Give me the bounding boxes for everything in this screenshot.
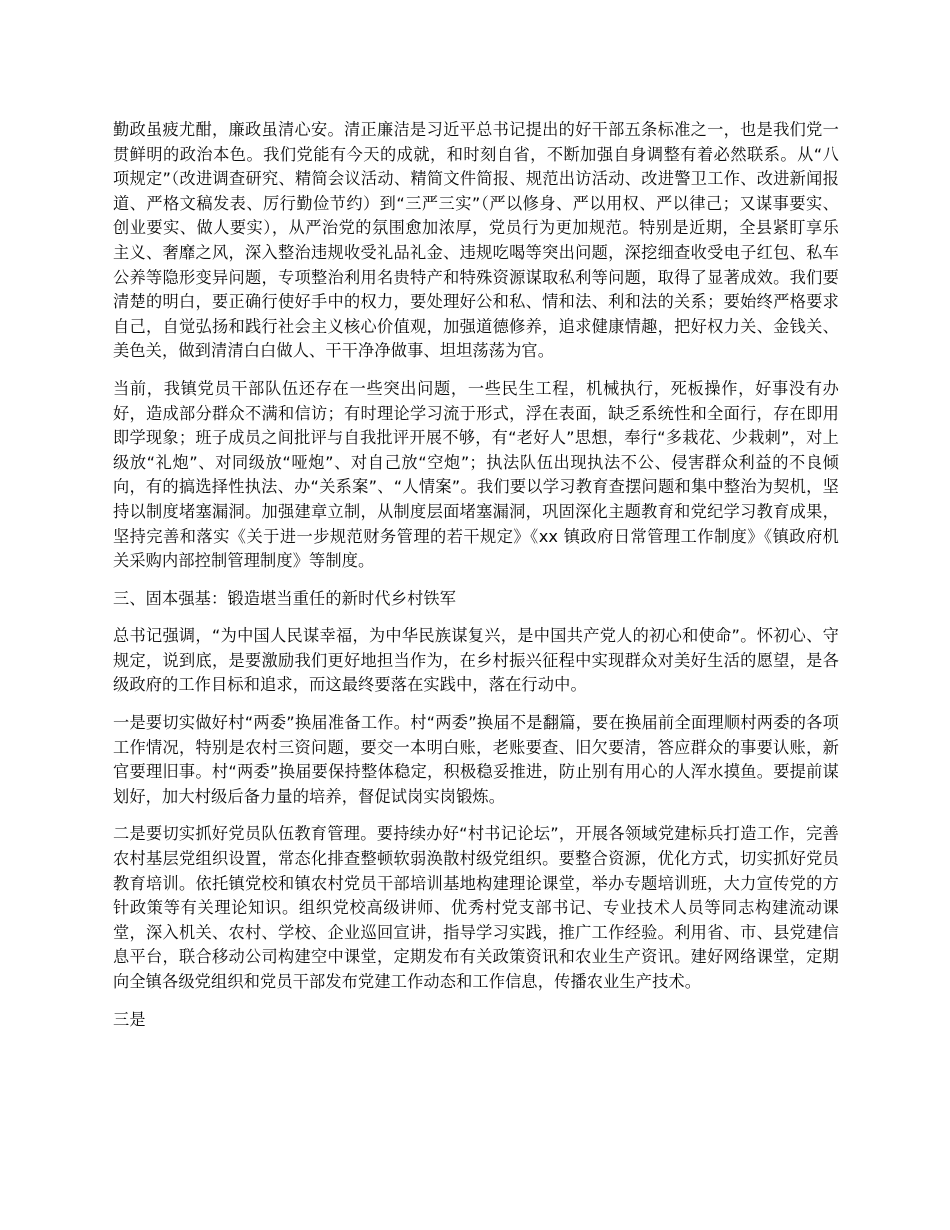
paragraph-general-secretary-quote: 总书记强调，“为中国人民谋幸福，为中华民族谋复兴，是中国共产党人的初心和使命”。怀初心、守规定，说到底，是要激励我们更好地担当作为，在乡村振兴征程中实现群众对美好生活的愿望，是各级政府的工作目标和追求，而这最终要落在实践中，落在行动中。 bbox=[113, 626, 839, 695]
paragraph-clean-governance: 勤政虽疲尤酣，廉政虽清心安。清正廉洁是习近平总书记提出的好干部五条标准之一，也是我们党一贯鲜明的政治本色。我们党能有今天的成就，和时刻自省，不断加强自身调整有着必然联系。从“八项规定”（改进调查研究、精简会议活动、精简文件简报、规范出访活动、改进警卫工作、改进新闻报道、严格文稿发表、厉行勤俭节约）到“三严三实”（严以修身、严以用权、严以律己；又谋事要实、创业要实、做人要实），从严治党的氛围愈加浓厚，党员行为更加规范。特别是近期，全县紧盯享乐主义、奢靡之风，深入整治违规收受礼品礼金、违规吃喝等突出问题，深挖细查收受电子红包、私车公养等隐形变异问题，专项整治利用名贵特产和特殊资源谋取私利等问题，取得了显著成效。我们要清楚的明白，要正确行使好手中的权力，要处理好公和私、情和法、利和法的关系；要始终严格要求自己，自觉弘扬和践行社会主义核心价值观，加强道德修养，追求健康情趣，把好权力关、金钱关、美色关，做到清清白白做人、干干净净做事、坦坦荡荡为官。 bbox=[113, 120, 839, 361]
paragraph-point-two-party-education: 二是要切实抓好党员队伍教育管理。要持续办好“村书记论坛”，开展各领域党建标兵打造工作，完善农村基层党组织设置，常态化排查整顿软弱涣散村级党组织。要整合资源，优化方式，切实抓好党员教育培训。依托镇党校和镇农村党员干部培训基地构建理论课堂，举办专题培训班，大力宣传党的方针政策等有关理论知识。组织党校高级讲师、优秀村党支部书记、专业技术人员等同志构建流动课堂，深入机关、农村、学校、企业巡回宣讲，指导学习实践，推广工作经验。利用省、市、县党建信息平台，联合移动公司构建空中课堂，定期发布有关政策资讯和农业生产资讯。建好网络课堂，定期向全镇各级党组织和党员干部发布党建工作动态和工作信息，传播农业生产技术。 bbox=[113, 824, 839, 991]
paragraph-point-three-truncated: 三是 bbox=[113, 1009, 146, 1029]
document-text-column bbox=[113, 118, 839, 1032]
section-heading-three: 三、固本强基：锻造堪当重任的新时代乡村铁军 bbox=[113, 588, 457, 608]
paragraph-current-problems: 当前，我镇党员干部队伍还存在一些突出问题，一些民生工程，机械执行，死板操作，好事没有办好，造成部分群众不满和信访；有时理论学习流于形式，浮在表面，缺乏系统性和全面行，存在即用即学现象；班子成员之间批评与自我批评开展不够，有“老好人”思想，奉行“多栽花、少栽刺”，对上级放“礼炮”、对同级放“哑炮”、对自己放“空炮”；执法队伍出现执法不公、侵害群众利益的不良倾向，有的搞选择性执法、办“关系案”、“人情案”。我们要以学习教育查摆问题和集中整治为契机，坚持以制度堵塞漏洞。加强建章立制，从制度层面堵塞漏洞，巩固深化主题教育和党纪学习教育成果，坚持完善和落实《关于进一步规范财务管理的若干规定》《xx 镇政府日常管理工作制度》《镇政府机关采购内部控制管理制度》等制度。 bbox=[113, 378, 839, 571]
paragraph-point-one-village-committee: 一是要切实做好村“两委”换届准备工作。村“两委”换届不是翻篇，要在换届前全面理顺村两委的各项工作情况，特别是农村三资问题，要交一本明白账，老账要查、旧欠要清，答应群众的事要认账，新官要理旧事。村“两委”换届要保持整体稳定，积极稳妥推进，防止别有用心的人浑水摸鱼。要提前谋划好，加大村级后备力量的培养，督促试岗实岗锻炼。 bbox=[113, 713, 839, 806]
